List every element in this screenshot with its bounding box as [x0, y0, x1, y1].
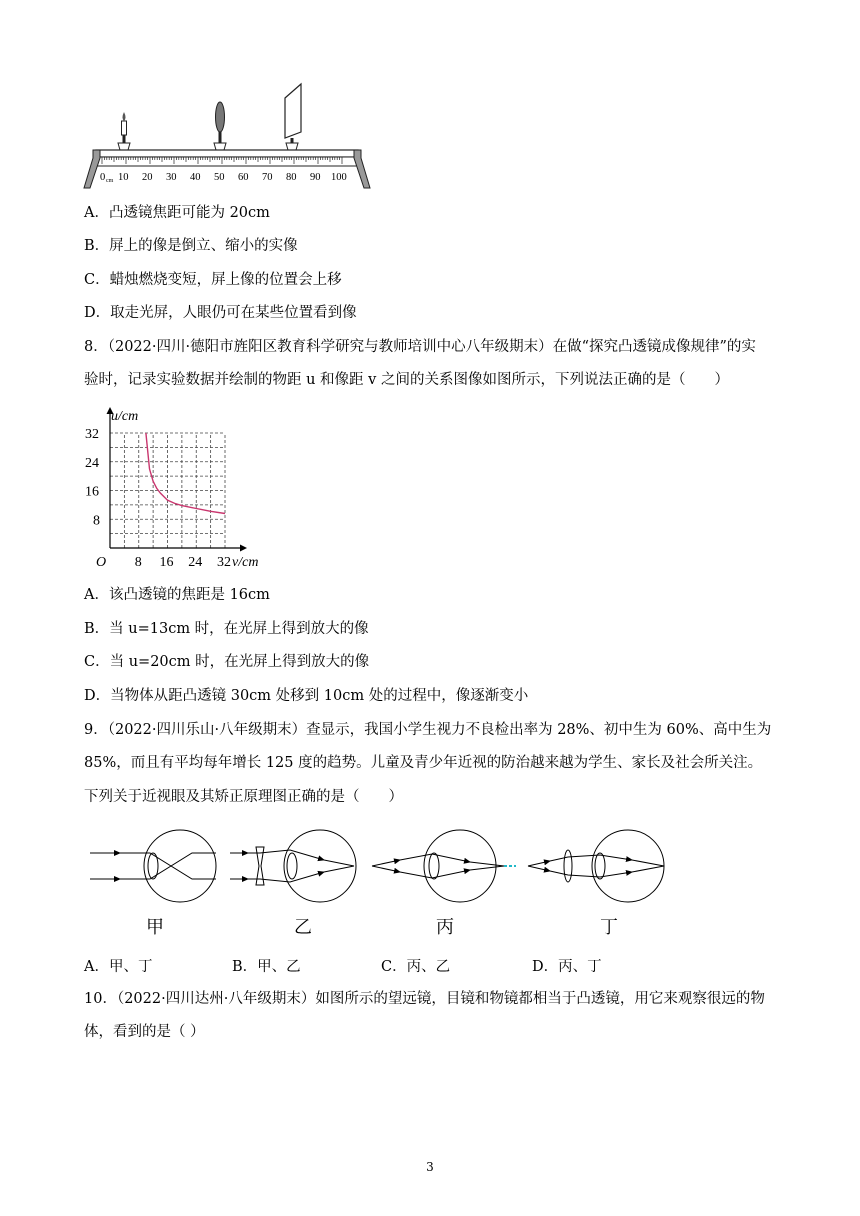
- ruler-label-90: 90: [310, 172, 321, 183]
- x-axis-arrow: [240, 545, 247, 552]
- eye-label-bing: 丙: [436, 917, 454, 937]
- y-tick-label: 32: [85, 427, 99, 442]
- q9-option-a[interactable]: A．甲、丁: [84, 959, 153, 975]
- q8-option-b[interactable]: B．当 u=13cm 时，在光屏上得到放大的像: [84, 621, 369, 637]
- candle-icon: [118, 112, 130, 150]
- optical-bench-figure: [80, 80, 380, 192]
- eye-diagram-yi: [230, 830, 356, 902]
- q8-option-c[interactable]: C．当 u=20cm 时，在光屏上得到放大的像: [84, 654, 370, 670]
- q7-option-a[interactable]: A．凸透镜焦距可能为 20cm: [84, 205, 270, 221]
- q7-option-b[interactable]: B．屏上的像是倒立、缩小的实像: [84, 238, 298, 254]
- ruler-label-20: 20: [142, 172, 153, 183]
- q10-stem-line2: 体，看到的是（ ）: [84, 1024, 205, 1040]
- u-v-curve: [146, 433, 225, 514]
- x-tick-label: 8: [134, 555, 142, 570]
- ruler-label-100: 100: [331, 172, 347, 183]
- y-tick-label: 24: [85, 455, 99, 471]
- q9-option-d[interactable]: D．丙、丁: [532, 959, 602, 975]
- eye-diagram-bing: [372, 830, 504, 902]
- ruler-label-unit: cm: [106, 178, 114, 184]
- eye-diagram-jia: [90, 830, 216, 902]
- q8-stem-line1: 8．（2022·四川·德阳市旌阳区教育科学研究与教师培训中心八年级期末）在做“探究凸透镜成像规律”的实: [84, 339, 756, 355]
- ruler-label-40: 40: [190, 172, 201, 183]
- q10-stem-line1: 10．（2022·四川达州·八年级期末）如图所示的望远镜，目镜和物镜都相当于凸透镜，用它来观察很远的物: [84, 991, 765, 1007]
- q8-stem-line2: 验时，记录实验数据并绘制的物距 u 和像距 v 之间的关系图像如图所示，下列说法正确的是（ ）: [84, 372, 729, 388]
- page-number: 3: [426, 1160, 434, 1174]
- eye-diagram-ding: [528, 830, 664, 902]
- origin-label: O: [96, 555, 107, 570]
- ruler-label-60: 60: [238, 172, 249, 183]
- eye-label-jia: 甲: [146, 917, 164, 937]
- light-screen-icon: [285, 84, 301, 150]
- q9-option-c[interactable]: C．丙、乙: [381, 959, 451, 975]
- q7-option-d[interactable]: D．取走光屏，人眼仍可在某些位置看到像: [84, 305, 357, 321]
- y-tick-label: 16: [85, 484, 99, 500]
- eye-diagrams-figure: [80, 820, 680, 945]
- x-axis-label: v/cm: [232, 555, 259, 570]
- ruler-label-30: 30: [166, 172, 177, 183]
- q7-option-c[interactable]: C．蜡烛燃烧变短，屏上像的位置会上移: [84, 272, 342, 288]
- ruler-label-50: 50: [214, 172, 225, 183]
- x-tick-label: 32: [217, 555, 231, 570]
- ruler-label-0: 0: [100, 172, 106, 183]
- eye-label-ding: 丁: [600, 917, 618, 937]
- q9-stem-line1: 9．（2022·四川乐山·八年级期末）查显示，我国小学生视力不良检出率为 28%、初中生为 60%、高中生为: [84, 722, 772, 738]
- q9-stem-line3: 下列关于近视眼及其矫正原理图正确的是（ ）: [84, 789, 403, 805]
- ruler-label-10: 10: [118, 172, 129, 183]
- x-tick-label: 16: [159, 555, 174, 570]
- x-tick-label: 24: [188, 555, 203, 570]
- ruler-label-70: 70: [262, 172, 273, 183]
- q8-option-d[interactable]: D．当物体从距凸透镜 30cm 处移到 10cm 处的过程中，像逐渐变小: [84, 688, 529, 704]
- ruler-label-80: 80: [286, 172, 297, 183]
- convex-lens-icon: [214, 102, 226, 150]
- eye-label-yi: 乙: [294, 917, 312, 937]
- q8-option-a[interactable]: A．该凸透镜的焦距是 16cm: [84, 587, 270, 603]
- q9-stem-line2: 85%，而且有平均每年增长 125 度的趋势。儿童及青少年近视的防治越来越为学生、家长及社会所关注。: [84, 755, 763, 771]
- u-v-chart: [80, 404, 280, 574]
- y-tick-label: 8: [93, 513, 100, 529]
- y-axis-label: u/cm: [111, 409, 139, 424]
- q9-option-b[interactable]: B．甲、乙: [232, 959, 301, 975]
